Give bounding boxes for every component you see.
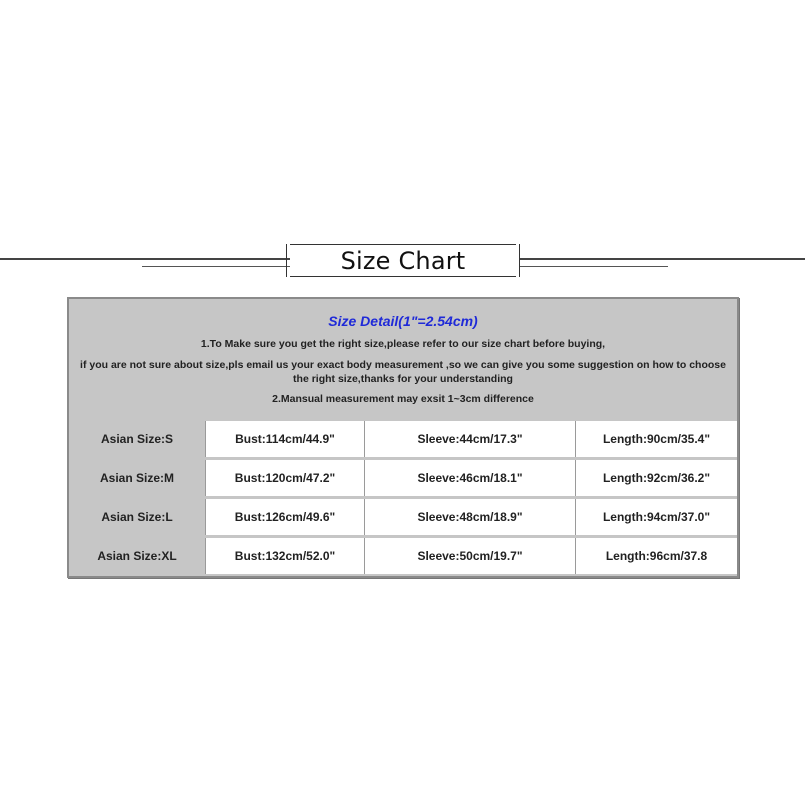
size-detail-title: Size Detail(1"=2.54cm) [328,313,478,329]
note-line-1: 1.To Make sure you get the right size,please refer to our size chart before buying, [200,338,606,350]
sleeve-cell: Sleeve:46cm/18.1" [364,460,575,496]
header-rule-right-inner [520,266,668,267]
table-row [69,421,737,457]
bust-cell: Bust:126cm/49.6" [205,499,364,535]
bust-cell: Bust:120cm/47.2" [205,460,364,496]
header-rule-left [0,258,290,260]
page-title: Size Chart [340,246,466,275]
size-notes [69,299,737,419]
size-label: Asian Size:L [69,499,205,535]
sleeve-cell: Sleeve:44cm/17.3" [364,421,575,457]
note-line-2: if you are not sure about size,pls email us your exact body measurement ,so we can give you some suggestion on how to choose the right size,thanks for your understanding [80,359,726,385]
size-label: Asian Size:M [69,460,205,496]
table-row [69,460,737,496]
header-rule-left-inner [142,266,290,267]
length-cell: Length:96cm/37.8 [575,538,737,574]
sleeve-cell: Sleeve:50cm/19.7" [364,538,575,574]
header-rule-right [520,258,805,260]
bust-cell: Bust:114cm/44.9" [205,421,364,457]
table-row [69,499,737,535]
bust-cell: Bust:132cm/52.0" [205,538,364,574]
size-label: Asian Size:XL [69,538,205,574]
page-title-box [286,244,520,277]
length-cell: Length:92cm/36.2" [575,460,737,496]
length-cell: Length:90cm/35.4" [575,421,737,457]
size-label: Asian Size:S [69,421,205,457]
length-cell: Length:94cm/37.0" [575,499,737,535]
note-line-3: 2.Mansual measurement may exsit 1~3cm difference [272,393,534,405]
sleeve-cell: Sleeve:48cm/18.9" [364,499,575,535]
size-chart-panel [67,297,739,578]
table-row [69,538,737,574]
